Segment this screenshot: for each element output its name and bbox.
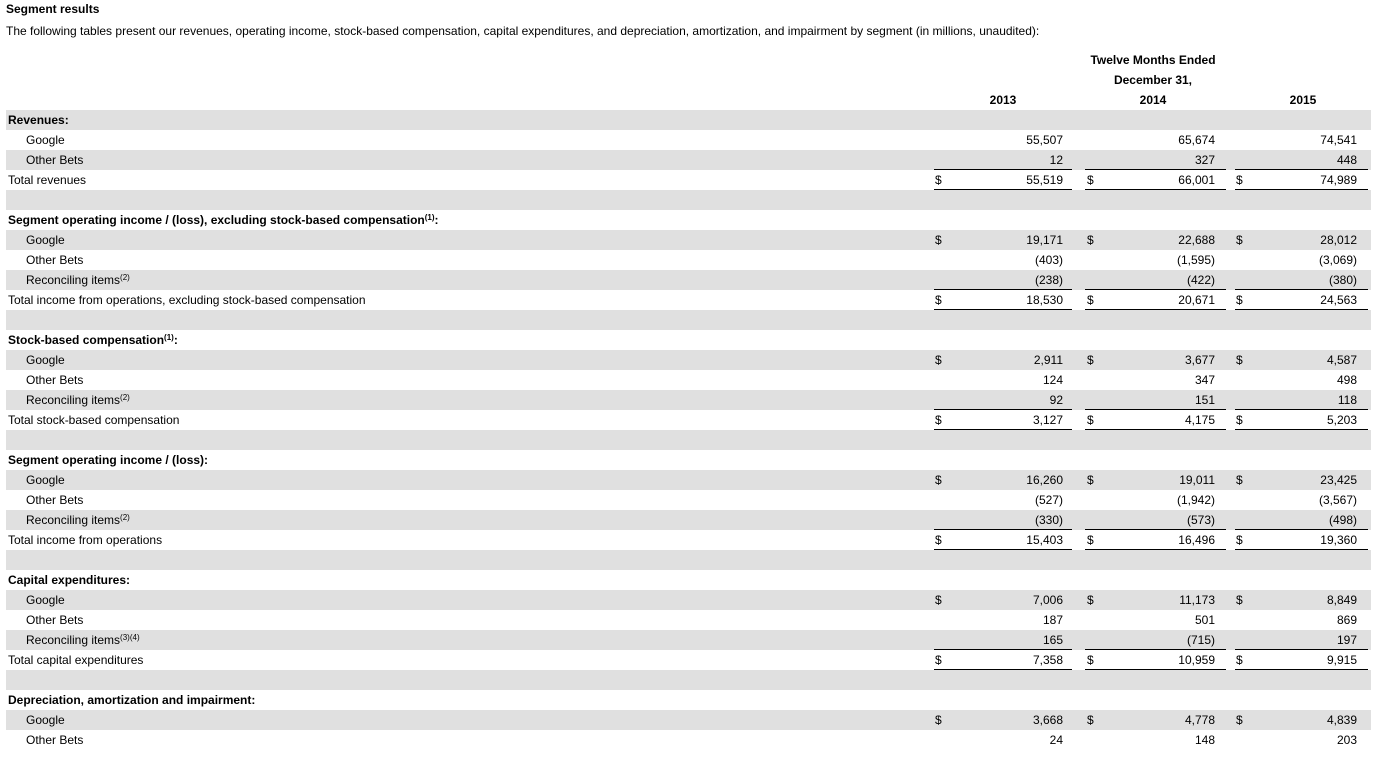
currency-symbol: $ [1236,233,1243,247]
currency-symbol: $ [1087,473,1094,487]
value-cell: 12 [1049,153,1063,167]
value-cell: 3,677 [1184,353,1215,367]
row-label-text: Reconciling items [26,513,121,527]
row-label [26,270,130,290]
value-cell: 4,587 [1326,353,1357,367]
currency-symbol: $ [1087,233,1094,247]
row-label [26,470,65,490]
value-cell: 16,496 [1178,533,1215,547]
value-cell: (330) [1034,513,1063,527]
currency-symbol: $ [1087,653,1094,667]
double-underline [934,171,1072,192]
single-underline [1235,151,1368,170]
spacer-row [6,670,1371,690]
row-label-suffix: : [434,213,439,227]
row-label [8,450,208,470]
value-cell: (527) [1034,493,1063,507]
value-cell: 148 [1194,733,1215,747]
currency-symbol: $ [935,533,942,547]
value-cell: 4,839 [1326,713,1357,727]
double-underline [1235,651,1368,672]
section-header-row [6,450,1371,470]
header-period-line1: Twelve Months Ended [1090,53,1216,67]
table-row [6,490,1371,510]
table-row [6,130,1371,150]
row-label-text: Reconciling items [26,273,121,287]
value-cell: (1,595) [1176,253,1215,267]
row-label [8,570,130,590]
currency-symbol: $ [935,173,942,187]
section-header-row [6,210,1371,230]
currency-symbol: $ [935,353,942,367]
row-label-text: Total stock-based compensation [8,413,180,427]
table-row [6,510,1371,530]
value-cell: 66,001 [1178,173,1215,187]
row-label [26,370,83,390]
footnote-marker: (2) [120,273,130,282]
row-label [8,210,439,230]
single-underline [1235,631,1368,650]
row-label [8,650,143,670]
double-underline [1235,291,1368,312]
row-label [26,710,65,730]
value-cell: (238) [1034,273,1063,287]
value-cell: 7,006 [1032,593,1063,607]
value-cell: 20,671 [1178,293,1215,307]
value-cell: (1,942) [1176,493,1215,507]
row-label-text: Depreciation, amortization and impairment: [8,693,256,707]
value-cell: 22,688 [1178,233,1215,247]
row-label-text: Stock-based compensation [8,333,165,347]
value-cell: (3,069) [1318,253,1357,267]
currency-symbol: $ [1236,593,1243,607]
value-cell: 2,911 [1033,353,1063,367]
value-cell: 7,358 [1032,653,1063,667]
row-label [26,590,65,610]
value-cell: (715) [1186,633,1215,647]
row-label [26,730,83,750]
section-header-row [6,110,1371,130]
currency-symbol: $ [935,293,942,307]
double-underline [934,651,1072,672]
double-underline [934,291,1072,312]
value-cell: 92 [1049,393,1063,407]
spacer-row [6,430,1371,450]
currency-symbol: $ [1236,653,1243,667]
row-label [8,410,179,430]
row-label [26,230,65,250]
value-cell: 55,507 [1026,133,1063,147]
row-label-text: Reconciling items [26,393,121,407]
single-underline [1235,511,1368,530]
value-cell: 501 [1194,613,1215,627]
row-label-text: Other Bets [26,153,84,167]
double-underline [1085,291,1226,312]
row-label-text: Google [26,713,65,727]
row-label [26,390,130,410]
row-label-text: Google [26,473,65,487]
currency-symbol: $ [1236,413,1243,427]
table-row [6,390,1371,410]
row-label-text: Google [26,133,65,147]
currency-symbol: $ [1236,293,1243,307]
single-underline [1235,391,1368,410]
row-label-text: Google [26,593,65,607]
value-cell: 124 [1042,373,1063,387]
currency-symbol: $ [1236,353,1243,367]
table-row [6,630,1371,650]
double-underline [1085,531,1226,552]
value-cell: 3,127 [1032,413,1063,427]
currency-symbol: $ [1087,353,1094,367]
value-cell: 3,668 [1032,713,1063,727]
currency-symbol: $ [1236,173,1243,187]
currency-symbol: $ [935,473,942,487]
footnote-marker: (2) [120,393,130,402]
table-row [6,590,1371,610]
total-row [6,170,1371,190]
row-label [8,170,86,190]
row-label [26,610,83,630]
row-label-text: Other Bets [26,373,84,387]
value-cell: 203 [1336,733,1357,747]
section-header-row [6,690,1371,710]
row-label-text: Revenues: [8,113,69,127]
value-cell: 24,563 [1320,293,1357,307]
section-title: Segment results [6,2,100,16]
value-cell: 327 [1194,153,1215,167]
single-underline [934,151,1072,170]
value-cell: 11,173 [1179,593,1215,607]
header-year-2013: 2013 [989,93,1017,107]
value-cell: 19,360 [1320,533,1357,547]
row-label [8,290,366,310]
single-underline [1085,391,1226,410]
table-row [6,270,1371,290]
header-period-line2: December 31, [1113,73,1193,87]
currency-symbol: $ [1087,533,1094,547]
currency-symbol: $ [935,413,942,427]
row-label [26,630,140,650]
double-underline [1235,531,1368,552]
row-label-text: Other Bets [26,493,84,507]
value-cell: 74,541 [1320,133,1357,147]
value-cell: 187 [1042,613,1063,627]
double-underline [1235,171,1368,192]
total-row [6,290,1371,310]
spacer-row [6,310,1371,330]
row-label-text: Total capital expenditures [8,653,144,667]
intro-text: The following tables present our revenues, operating income, stock-based compensation, capital expenditures, and depreciation, amortization, and impairment by segment (in millions, unaudited): [6,24,1040,38]
table-row [6,370,1371,390]
row-label-text: Other Bets [26,253,84,267]
double-underline [934,411,1072,432]
value-cell: 55,519 [1026,173,1063,187]
footnote-marker: (3)(4) [120,633,140,642]
table-row [6,710,1371,730]
table-row [6,730,1371,750]
double-underline [1085,171,1226,192]
value-cell: 28,012 [1320,233,1357,247]
value-cell: 18,530 [1026,293,1063,307]
row-label [26,490,83,510]
value-cell: 74,989 [1320,173,1357,187]
value-cell: 151 [1194,393,1215,407]
currency-symbol: $ [935,233,942,247]
currency-symbol: $ [1236,713,1243,727]
table-row [6,470,1371,490]
currency-symbol: $ [1087,713,1094,727]
total-row [6,410,1371,430]
single-underline [1085,511,1226,530]
single-underline [934,631,1072,650]
value-cell: 9,915 [1326,653,1357,667]
section-header-row [6,330,1371,350]
row-label [26,250,83,270]
table-row [6,230,1371,250]
value-cell: 23,425 [1320,473,1357,487]
currency-symbol: $ [1236,473,1243,487]
double-underline [1085,411,1226,432]
row-label-text: Segment operating income / (loss), excluding stock-based compensation [8,213,425,227]
single-underline [1085,631,1226,650]
value-cell: 869 [1336,613,1357,627]
row-label-text: Reconciling items [26,633,121,647]
footnote-marker: (2) [120,513,130,522]
row-label-suffix: : [173,333,178,347]
value-cell: 15,403 [1026,533,1063,547]
currency-symbol: $ [1087,293,1094,307]
value-cell: (380) [1328,273,1357,287]
row-label [8,110,69,130]
value-cell: 65,674 [1178,133,1215,147]
currency-symbol: $ [1236,533,1243,547]
row-label [26,130,65,150]
row-label [26,510,130,530]
table-row [6,350,1371,370]
value-cell: 16,260 [1026,473,1063,487]
row-label-text: Other Bets [26,733,84,747]
value-cell: 4,175 [1184,413,1215,427]
section-header-row [6,570,1371,590]
value-cell: (573) [1186,513,1215,527]
value-cell: 448 [1336,153,1357,167]
currency-symbol: $ [935,593,942,607]
spacer-row [6,190,1371,210]
value-cell: 10,959 [1178,653,1215,667]
value-cell: (403) [1034,253,1063,267]
single-underline [934,391,1072,410]
value-cell: (498) [1328,513,1357,527]
value-cell: 24 [1049,733,1063,747]
double-underline [1235,411,1368,432]
value-cell: 5,203 [1326,413,1357,427]
currency-symbol: $ [1087,173,1094,187]
value-cell: 498 [1336,373,1357,387]
footnote-marker: (1) [164,333,174,342]
header-year-2014: 2014 [1139,93,1167,107]
total-row [6,530,1371,550]
double-underline [934,531,1072,552]
row-label-text: Capital expenditures: [8,573,131,587]
table-row [6,150,1371,170]
value-cell: 165 [1042,633,1063,647]
row-label [8,690,255,710]
single-underline [1085,271,1226,290]
value-cell: 19,011 [1179,473,1215,487]
value-cell: 8,849 [1326,593,1357,607]
currency-symbol: $ [935,653,942,667]
row-label [26,350,65,370]
value-cell: (3,567) [1318,493,1357,507]
table-row [6,610,1371,630]
single-underline [1085,151,1226,170]
currency-symbol: $ [935,713,942,727]
value-cell: 19,171 [1026,233,1063,247]
row-label-text: Google [26,353,65,367]
row-label [8,530,162,550]
row-label-text: Total revenues [8,173,87,187]
value-cell: (422) [1186,273,1215,287]
single-underline [934,271,1072,290]
footnote-marker: (1) [424,213,435,222]
double-underline [1085,651,1226,672]
row-label [8,330,178,350]
row-label-text: Other Bets [26,613,84,627]
currency-symbol: $ [1087,413,1094,427]
currency-symbol: $ [1087,593,1094,607]
value-cell: 347 [1194,373,1215,387]
total-row [6,650,1371,670]
table-row [6,250,1371,270]
value-cell: 118 [1337,393,1357,407]
value-cell: 197 [1336,633,1357,647]
single-underline [934,511,1072,530]
row-label-text: Total income from operations, excluding stock-based compensation [8,293,366,307]
row-label-text: Google [26,233,65,247]
row-label-text: Total income from operations [8,533,163,547]
single-underline [1235,271,1368,290]
header-year-2015: 2015 [1289,93,1317,107]
row-label-text: Segment operating income / (loss): [8,453,209,467]
row-label [26,150,83,170]
value-cell: 4,778 [1184,713,1215,727]
spacer-row [6,550,1371,570]
